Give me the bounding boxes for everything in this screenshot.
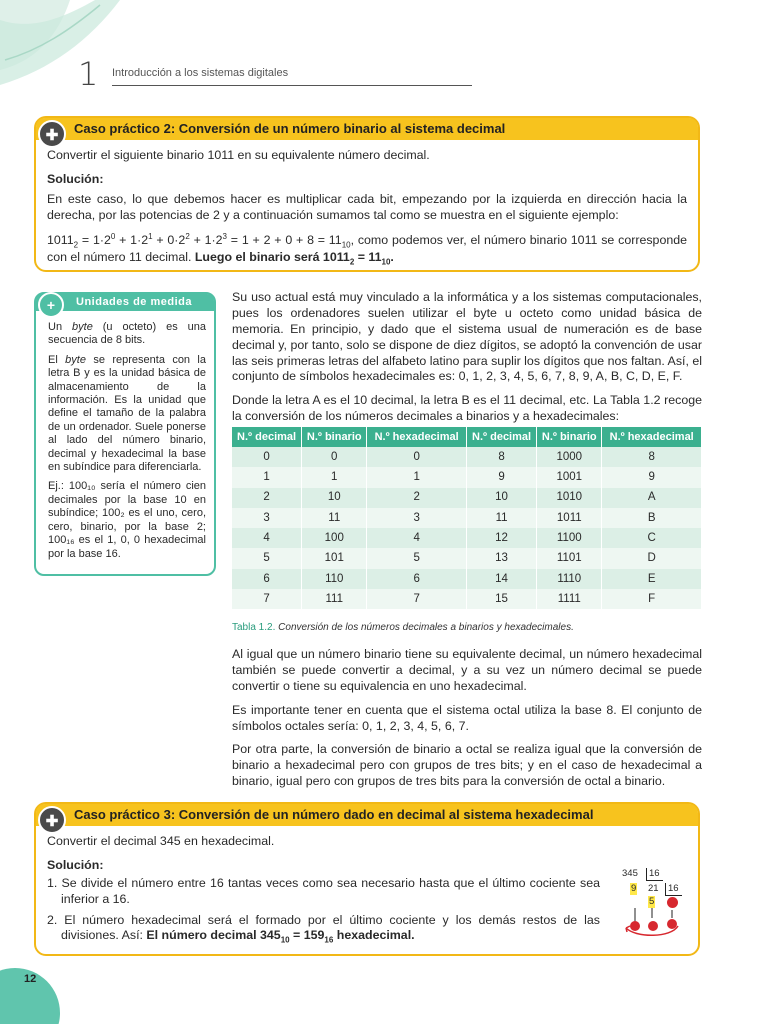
sidebar-paragraph-3: Ej.: 100₁₀ sería el número cien decimales por la base 10 en subíndice; 100₂ es el uno, cero, cero, binario, por la base 2; 100₁₆ es el 1, 0, 0 hexadecimal por la base 16. [48, 480, 206, 560]
table-cell: 6 [232, 569, 302, 589]
main-paragraph-3: Al igual que un número binario tiene su equivalente decimal, un número hexadecimal también se puede convertir a decimal, y a su vez un número decimal se puede convertir o tiene su equivalencia en uno hexadecimal. [232, 647, 702, 693]
case-study-3-statement: Convertir el decimal 345 en hexadecimal. [47, 834, 275, 848]
table-row [232, 528, 702, 548]
main-text-lower [232, 647, 702, 798]
diagram-arrows [616, 906, 686, 938]
table-cell: 1010 [537, 488, 602, 508]
table-cell: 1011 [537, 508, 602, 528]
table-cell: 4 [232, 528, 302, 548]
case-study-3-title: Caso práctico 3: Conversión de un número dado en decimal al sistema hexadecimal [36, 804, 698, 826]
case-study-2-conclusion: Luego el binario será 1011 [194, 250, 350, 265]
header-rule [112, 85, 472, 86]
table-cell: 11 [466, 508, 536, 528]
main-paragraph-4: Es importante tener en cuenta que el sistema octal utiliza la base 8. El conjunto de símbolos octales sería: 0, 1, 2, 3, 4, 5, 6, 7. [232, 702, 702, 733]
diagram-dividend: 345 [622, 868, 638, 879]
table-cell: E [602, 569, 702, 589]
table-cell: 111 [302, 589, 367, 609]
table-cell: 0 [232, 447, 302, 467]
table-cell: 14 [466, 569, 536, 589]
page-number: 12 [24, 973, 37, 985]
table-cell: 11 [302, 508, 367, 528]
table-cell: 10 [466, 488, 536, 508]
table-header-cell: N.º binario [537, 427, 602, 447]
table-cell: 1000 [537, 447, 602, 467]
diagram-divisor-2: 16 [665, 883, 682, 896]
table-cell: 100 [302, 528, 367, 548]
table-cell: 1 [232, 467, 302, 487]
table-cell: C [602, 528, 702, 548]
chapter-title: Introducción a los sistemas digitales [112, 67, 289, 79]
case-study-3-step-2: 2. El número hexadecimal será el formado por el último cociente y los demás restos de las divisiones. Así: El número decimal $345_{10} = 159_{16}$ hexadecimal. [47, 912, 600, 945]
table-row [232, 548, 702, 568]
diagram-quotient-1: 21 [648, 883, 659, 894]
table-row [232, 447, 702, 467]
table-cell: 1110 [537, 569, 602, 589]
main-paragraph-5: Por otra parte, la conversión de binario a octal se realiza igual que la conversión de binario a hexadecimal pero con grupos de tres bits; y en el caso de hexadecimal a binario, igual pero con grupos de tres bits para la conversión de octal a binario. [232, 742, 702, 789]
diagram-remainder-1: 9 [631, 883, 637, 894]
table-cell: 2 [367, 488, 467, 508]
table-caption-text: Conversión de los números decimales a binarios y hexadecimales. [278, 622, 574, 633]
table-cell: 5 [367, 548, 467, 568]
table-cell: 1111 [537, 589, 602, 609]
table-header-cell: N.º hexadecimal [602, 427, 702, 447]
table-row [232, 467, 702, 487]
table-cell: 8 [466, 447, 536, 467]
table-cell: 1 [367, 467, 467, 487]
table-cell: 0 [302, 447, 367, 467]
table-row [232, 569, 702, 589]
leaf-decoration [0, 0, 120, 90]
sidebar-paragraph-1: Un byte (u octeto) es una secuencia de 8 bits. [48, 321, 206, 347]
case-study-2-explanation: En este caso, lo que debemos hacer es multiplicar cada bit, empezando por la izquierda en dirección hacia la derecha, por las potencias de 2 y a continuación sumamos tal como se muestra en el siguiente ejemplo: [47, 191, 687, 222]
table-cell: 1 [302, 467, 367, 487]
table-cell: B [602, 508, 702, 528]
table-cell: 1001 [537, 467, 602, 487]
table-cell: 10 [302, 488, 367, 508]
table-cell: 9 [466, 467, 536, 487]
sidebar-paragraph-2: El byte se representa con la letra B y es la unidad básica de almacenamiento de la información. Es la unidad que define el tamaño de la palabra de un ordenador. Suele ponerse al lado del número binario, decimal y hexadecimal la base en subíndice para diferenciarla. [48, 353, 206, 474]
table-header-cell: N.º hexadecimal [367, 427, 467, 447]
table-caption [232, 622, 574, 635]
table-cell: 3 [232, 508, 302, 528]
case-study-2-formula: $1011_2 = 1\cdot 2^0 + 1\cdot 2^1 + 0\cdot 2^2 + 1\cdot 2^3 = 1 + 2 + 0 + 8 = 11_{10}$, como podemos ver, el número binario 1011 se corresponde con el número 11 decimal. Luego el binario será $1011_2 = 11_{10}$. [47, 231, 688, 267]
diagram-divisor-1: 16 [646, 868, 663, 881]
chapter-number: 1 [78, 55, 99, 93]
table-cell: 7 [232, 589, 302, 609]
table-cell: 101 [302, 548, 367, 568]
table-cell: 3 [367, 508, 467, 528]
main-text-upper [232, 290, 702, 433]
info-icon: + [38, 292, 64, 318]
case-study-2-title: Caso práctico 2: Conversión de un número binario al sistema decimal [36, 118, 698, 140]
case-study-2-statement: Convertir el siguiente binario 1011 en su equivalente número decimal. [47, 148, 430, 162]
case-study-3-step-1: 1. Se divide el número entre 16 tantas veces como sea necesario hasta que el último cociente sea inferior a 16. [47, 875, 600, 906]
table-header-row [232, 427, 702, 447]
case-study-2-formula-tail: , como podemos ver, el número binario 1011 se corresponde con el número 11 decimal. [47, 232, 688, 265]
table-cell: 6 [367, 569, 467, 589]
puzzle-icon: ✚ [38, 120, 66, 148]
table-cell: F [602, 589, 702, 609]
table-cell: D [602, 548, 702, 568]
case-study-3 [34, 802, 700, 956]
table-cell: 13 [466, 548, 536, 568]
puzzle-icon: ✚ [38, 806, 66, 834]
table-cell: 15 [466, 589, 536, 609]
table-cell: 8 [602, 447, 702, 467]
diagram-remainder-2: 5 [649, 896, 655, 907]
table-cell: 7 [367, 589, 467, 609]
division-diagram [616, 868, 696, 938]
table-row [232, 589, 702, 609]
table-cell: 0 [367, 447, 467, 467]
table-cell: 1101 [537, 548, 602, 568]
table-header-cell: N.º decimal [232, 427, 302, 447]
table-cell: 1100 [537, 528, 602, 548]
table-cell: 4 [367, 528, 467, 548]
conversion-table [232, 427, 702, 609]
table-header-cell: N.º binario [302, 427, 367, 447]
main-paragraph-1: Su uso actual está muy vinculado a la informática y a los sistemas computacionales, pues los ordenadores suelen utilizar el byte u octeto como unidad básica de memoria. En principio, y dado que el sistema usual de numeración es de base decimal y, por tanto, solo se dispone de diez dígitos, se adoptó la convención de usar las seis primeras letras del alfabeto latino para suplir los dígitos que nos faltan. Así, el conjunto de símbolos hexadecimales es: 0, 1, 2, 3, 4, 5, 6, 7, 8, 9, A, B, C, D, E, F. [232, 290, 702, 384]
sidebar-title: Unidades de medida [36, 294, 214, 311]
table-caption-label: Tabla 1.2. [232, 622, 276, 633]
main-paragraph-2: Donde la letra A es el 10 decimal, la letra B es el 11 decimal, etc. La Tabla 1.2 recoge la conversión de los números decimales a binarios y a hexadecimales: [232, 393, 702, 424]
table-cell: 12 [466, 528, 536, 548]
table-row [232, 508, 702, 528]
case-study-2 [34, 116, 700, 272]
case-study-3-solution-label: Solución: [47, 857, 104, 872]
table-cell: 2 [232, 488, 302, 508]
sidebar-units [34, 292, 216, 576]
table-cell: 9 [602, 467, 702, 487]
table-cell: 110 [302, 569, 367, 589]
case-study-2-solution-label: Solución: [47, 171, 104, 186]
table-row [232, 488, 702, 508]
table-header-cell: N.º decimal [466, 427, 536, 447]
table-cell: 5 [232, 548, 302, 568]
table-cell: A [602, 488, 702, 508]
